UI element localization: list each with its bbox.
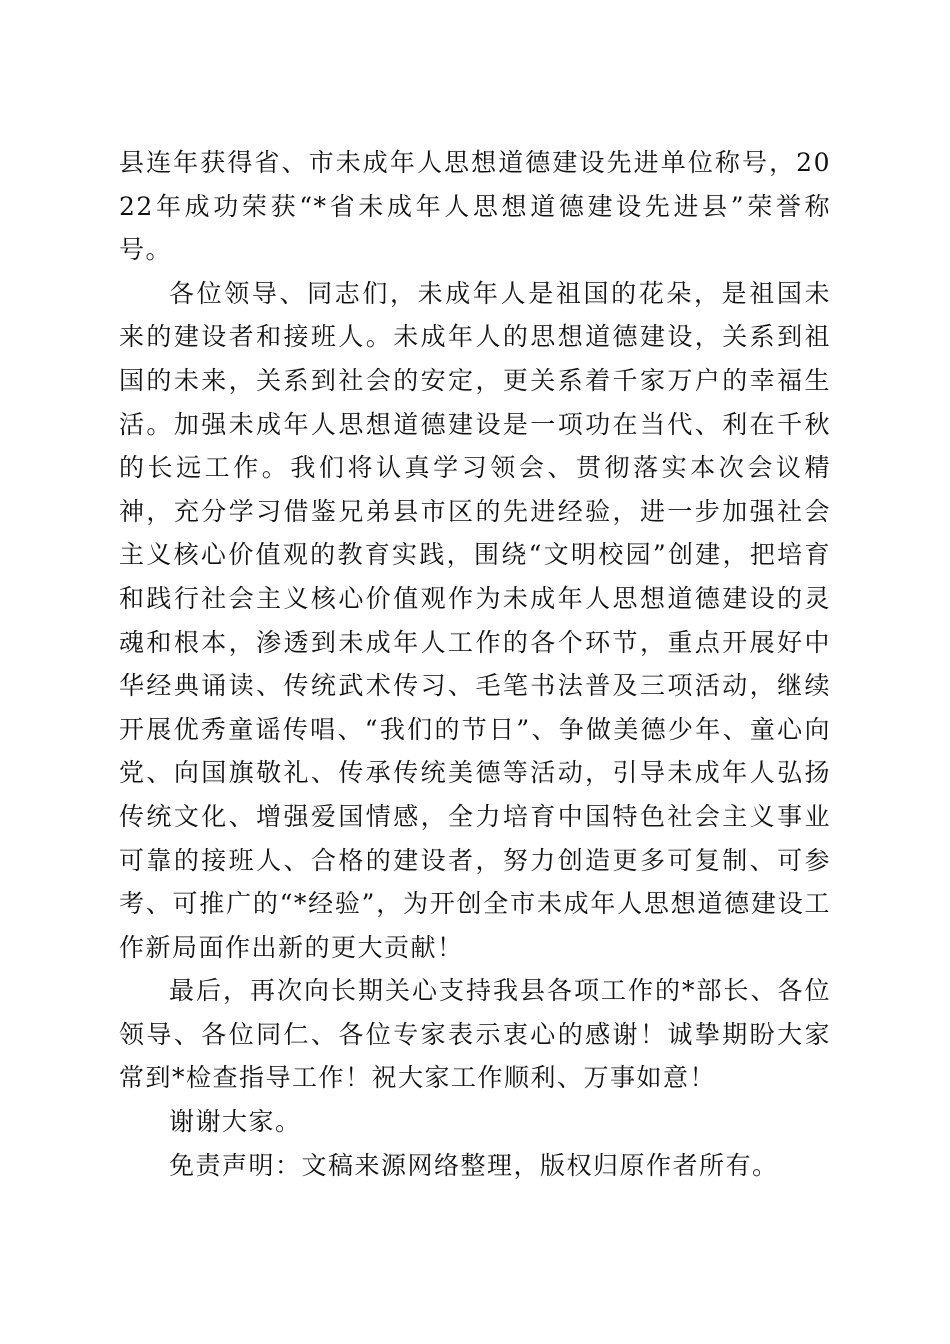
paragraph-continuation: 县连年获得省、市未成年人思想道德建设先进单位称号，2022年成功荣获“*省未成年人思想道德建设先进县”荣誉称号。 (119, 148, 832, 265)
document-body (119, 141, 831, 1187)
paragraph-main-speech: 各位领导、同志们，未成年人是祖国的花朵，是祖国未来的建设者和接班人。未成年人的思想道德建设，关系到祖国的未来，关系到社会的安定，更关系着千家万户的幸福生活。加强未成年人思想道德建设是一项功在当代、利在千秋的长远工作。我们将认真学习领会、贯彻落实本次会议精神，充分学习借鉴兄弟县市区的先进经验，进一步加强社会主义核心价值观的教育实践，围绕“文明校园”创建，把培育和践行社会主义核心价值观作为未成年人思想道德建设的灵魂和根本，渗透到未成年人工作的各个环节，重点开展好中华经典诵读、传统武术传习、毛笔书法普及三项活动，继续开展优秀童谣传唱、“我们的节日”、争做美德少年、童心向党、向国旗敬礼、传承传统美德等活动，引导未成年人弘扬传统文化、增强爱国情感，全力培育中国特色社会主义事业可靠的接班人、合格的建设者，努力创造更多可复制、可参考、可推广的“*经验”，为开创全市未成年人思想道德建设工作新局面作出新的更大贡献！ (119, 278, 831, 962)
disclaimer: 免责声明：文稿来源网络整理，版权归原作者所有。 (169, 1150, 779, 1180)
paragraph-closing-thanks: 最后，再次向长期关心支持我县各项工作的*部长、各位领导、各位同仁、各位专家表示衷心的感谢！诚挚期盼大家常到*检查指导工作！祝大家工作顺利、万事如意！ (119, 976, 831, 1093)
paragraph-thank-you: 谢谢大家。 (169, 1107, 302, 1137)
